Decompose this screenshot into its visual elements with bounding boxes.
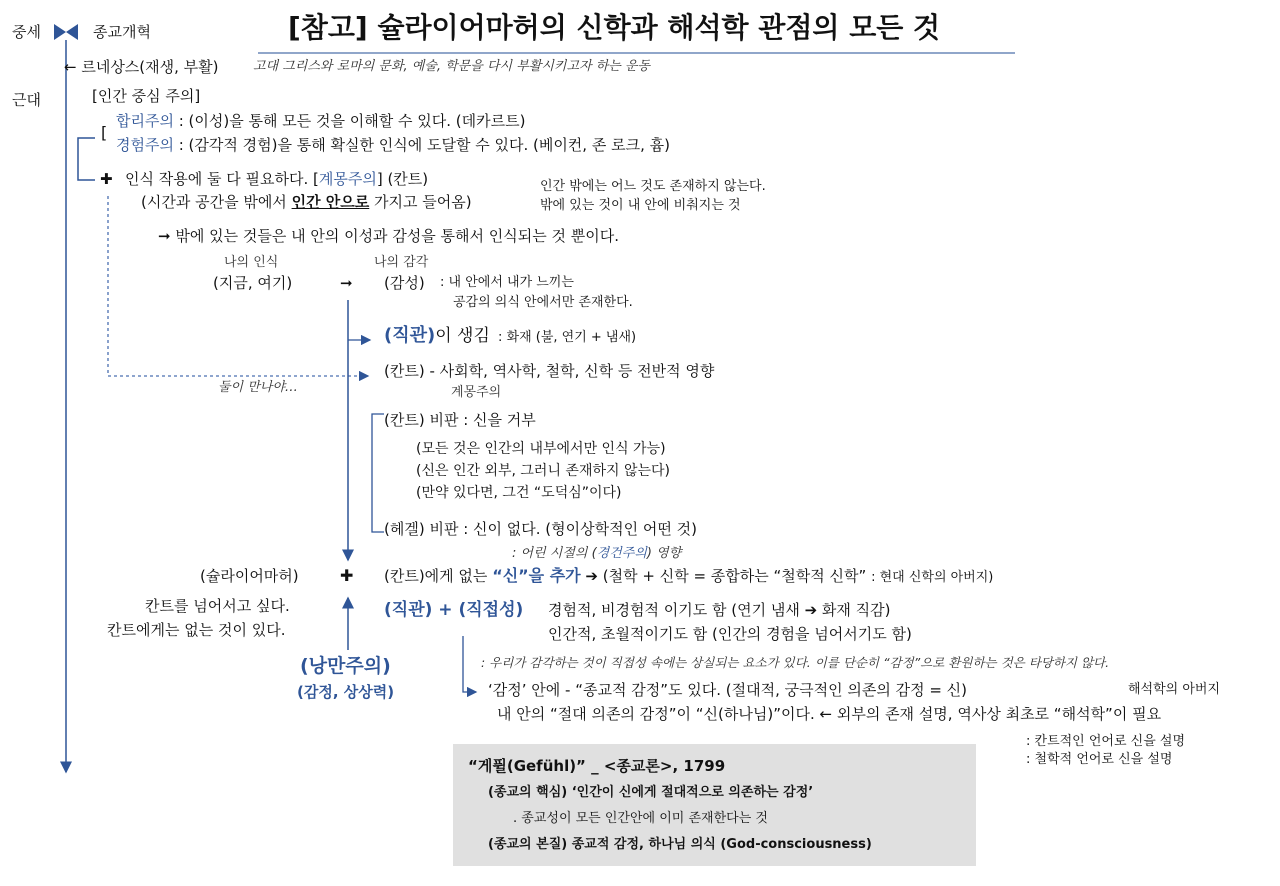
schools-bracket: [	[101, 123, 108, 142]
sense-note1: : 내 안에서 내가 느끼는	[440, 275, 574, 290]
kant-line2: (시간과 공간을 밖에서 인간 안으로 가지고 들어옴)	[141, 193, 472, 211]
rationalism-desc: : (이성)을 통해 모든 것을 이해할 수 있다. (데카르트)	[173, 112, 526, 130]
immediacy-line1: 경험적, 비경험적 이기도 함 (연기 냄새 ➔ 화재 직감)	[548, 601, 891, 619]
rationalism-term: 합리주의	[116, 112, 174, 130]
my-sense-value: (감성)	[384, 274, 425, 292]
gefuhl-title: “게퓔(Gefühl)” _ <종교론>, 1799	[468, 757, 726, 775]
kant-critique-3: (만약 있다면, 그건 “도덕심”이다)	[416, 485, 622, 501]
empiricism-term: 경험주의	[116, 136, 174, 154]
childhood-note: : 어린 시절의 (경건주의) 영향	[512, 546, 682, 561]
immediacy-line2: 인간적, 초월적이기도 함 (인간의 경험을 넘어서기도 함)	[548, 625, 912, 643]
kant-critique-2: (신은 인간 외부, 그러니 존재하지 않는다)	[416, 463, 671, 479]
romanticism-sub: (감정, 상상력)	[297, 683, 395, 701]
era-medieval: 중세	[12, 23, 41, 41]
intuition-immediacy: (직관) + (직접성)	[384, 600, 524, 620]
romanticism-title: (낭만주의)	[300, 655, 391, 677]
kant-line1: 인식 작용에 둘 다 필요하다. [계몽주의] (칸트)	[125, 170, 429, 188]
arrow-right-icon: ➞	[340, 274, 353, 292]
empiricism-row	[116, 137, 670, 154]
rationalism-row	[116, 113, 525, 130]
modern-theology-note: : 현대 신학의 아버지)	[871, 570, 994, 585]
missing-in-kant: 칸트에게는 없는 것이 있다.	[107, 621, 286, 639]
religion-essence: (종교의 본질) 종교적 감정, 하나님 의식 (God-consciousness)	[488, 837, 872, 852]
plus-icon-2: ✚	[340, 566, 354, 585]
kant-critique: (칸트) 비판 : 신을 거부	[384, 411, 536, 429]
must-meet-note: 둘이 만나야…	[218, 380, 298, 395]
kant-critique-1: (모든 것은 인간의 내부에서만 인식 가능)	[416, 441, 666, 457]
hourglass-icon	[54, 24, 66, 40]
kant-influence: (칸트) - 사회학, 역사학, 철학, 신학 등 전반적 영향	[384, 362, 715, 380]
kant-side-note1: 인간 밖에는 어느 것도 존재하지 않는다.	[540, 179, 766, 194]
my-cognition-label: 나의 인식	[224, 255, 279, 270]
feeling-line1: ‘감정’ 안에 - “종교적 감정”도 있다. (절대적, 궁극적인 의존의 감정 = 신)	[488, 681, 968, 699]
pietism-term: 경건주의	[596, 546, 647, 561]
renaissance-label: ← 르네상스(재생, 부활)	[64, 58, 219, 76]
humanism-label: [인간 중심 주의]	[92, 87, 201, 105]
feeling-arrow	[463, 636, 476, 692]
overview-label: 종교개혁	[93, 23, 151, 41]
kant-side-note2: 밖에 있는 것이 내 안에 비춰지는 것	[540, 198, 741, 213]
my-sense-label: 나의 감각	[374, 255, 429, 270]
schleiermacher-name: (슐라이어마허)	[200, 567, 299, 585]
page-title: [참고] 슐라이어마허의 신학과 해석학 관점의 모든 것	[288, 11, 941, 44]
intuition-row: (직관)이 생김	[384, 325, 490, 346]
sense-note2: 공감의 의식 안에서만 존재한다.	[453, 295, 633, 310]
kant-conclusion: ➞ 밖에 있는 것들은 내 안의 이성과 감성을 통해서 인식되는 것 뿐이다.	[158, 227, 620, 245]
feeling-note: : 우리가 감각하는 것이 직접성 속에는 상실되는 요소가 있다. 이를 단순히 “감정”으로 환원하는 것은 타당하지 않다.	[481, 655, 1110, 670]
era-modern: 근대	[12, 91, 41, 109]
enlightenment-sub: 계몽주의	[451, 385, 502, 400]
renaissance-note: 고대 그리스와 로마의 문화, 예술, 학문을 다시 부활시키고자 하는 운동	[253, 59, 651, 74]
intuition-note: : 화재 (불, 연기 + 냄새)	[498, 330, 637, 345]
hermeneutics-father: 해석학의 아버지	[1128, 682, 1221, 697]
enlightenment-term: 계몽주의	[318, 170, 377, 188]
arrow-icon: ➔	[585, 567, 598, 585]
inside-human-emphasis: 인간 안으로	[291, 193, 370, 211]
schleiermacher-add-god: (칸트)에게 없는 “신”을 추가 ➔ (철학 + 신학 = 종합하는 “철학적 신학” : 현대 신학의 아버지)	[384, 566, 994, 585]
philosophical-language-note: : 철학적 언어로 신을 설명	[1026, 752, 1173, 767]
religion-core: (종교의 핵심) ‘인간이 신에게 절대적으로 의존하는 감정’	[488, 785, 814, 800]
beyond-kant: 칸트를 넘어서고 싶다.	[145, 597, 290, 615]
plus-icon: ✚	[100, 170, 113, 188]
my-cognition-value: (지금, 여기)	[213, 274, 293, 292]
critique-bracket	[372, 414, 384, 532]
religion-core-sub: . 종교성이 모든 인간안에 이미 존재한다는 것	[513, 811, 768, 826]
add-god-emphasis: “신”을 추가	[492, 566, 581, 585]
kantian-language-note: : 칸트적인 언어로 신을 설명	[1026, 734, 1186, 749]
empiricism-desc: : (감각적 경험)을 통해 확실한 인식에 도달할 수 있다. (베이컨, 존 로크, 흄)	[173, 136, 670, 154]
schools-bracket-line	[78, 138, 95, 180]
hegel-critique: (헤겔) 비판 : 신이 없다. (형이상학적인 어떤 것)	[384, 520, 697, 538]
feeling-line2: 내 안의 “절대 의존의 감정”이 “신(하나님)”이다. ← 외부의 존재 설명, 역사상 최초로 “해석학”이 필요	[497, 705, 1162, 723]
intuition-term: (직관)	[384, 325, 436, 346]
